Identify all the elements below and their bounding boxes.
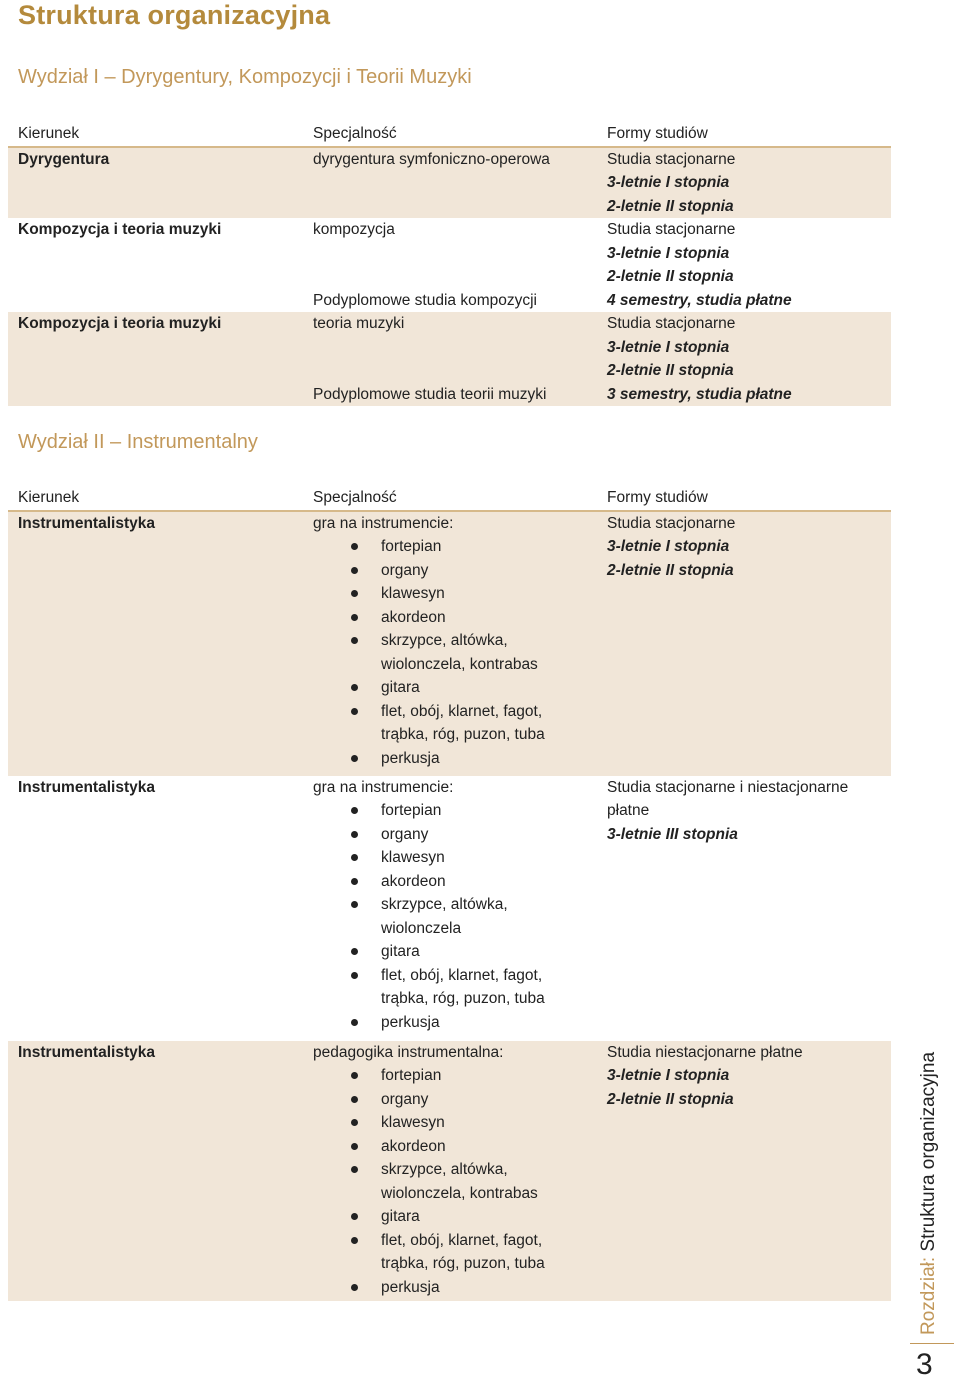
stopien-label: 3-letnie I stopnia	[607, 244, 730, 262]
kierunek-cell: Dyrygentura	[8, 147, 303, 219]
header-kierunek: Kierunek	[8, 485, 303, 511]
table-wydzial-2	[8, 485, 891, 1301]
list-item: akordeon	[313, 1135, 587, 1159]
list-item: perkusja	[313, 1276, 587, 1300]
forma-cell	[597, 1041, 891, 1301]
forma-cell	[597, 312, 891, 406]
kierunek-cell: Kompozycja i teoria muzyki	[18, 221, 222, 238]
table-row	[8, 1041, 891, 1301]
kierunek-cell: Kompozycja i teoria muzyki	[8, 312, 303, 406]
table-header-row	[8, 485, 891, 511]
list-item: organy	[313, 559, 587, 583]
stopien-label: 2-letnie II stopnia	[607, 362, 734, 379]
specjalnosc-label: gra na instrumencie:	[313, 778, 454, 796]
stopien-label: 2-letnie II stopnia	[607, 268, 734, 285]
forma-label: Studia stacjonarne	[607, 514, 736, 532]
list-item: akordeon	[313, 606, 587, 630]
list-item: flet, obój, klarnet, fagot, trąbka, róg, puzon, tuba	[313, 1229, 587, 1276]
list-item: organy	[313, 1088, 587, 1112]
specjalnosc-cell	[303, 776, 597, 1041]
list-item: fortepian	[313, 799, 587, 823]
header-specjalnosc: Specjalność	[303, 121, 597, 147]
list-item: fortepian	[313, 1064, 587, 1088]
forma-cell	[597, 218, 891, 312]
podyplomowe-label: Podyplomowe studia kompozycji	[313, 291, 537, 309]
specjalnosc-label: teoria muzyki	[313, 315, 405, 332]
stopien-label: 2-letnie II stopnia	[607, 197, 734, 215]
podyplomowe-forma: 3 semestry, studia płatne	[607, 385, 792, 403]
header-formy: Formy studiów	[597, 485, 891, 511]
kierunek-cell: Instrumentalistyka	[8, 511, 303, 776]
list-item: perkusja	[313, 747, 587, 771]
kierunek-cell: Instrumentalistyka	[18, 778, 155, 796]
forma-label: Studia stacjonarne i niestacjonarne płatne	[607, 778, 849, 819]
chapter-label: Rozdział:	[918, 1256, 939, 1335]
list-item: flet, obój, klarnet, fagot, trąbka, róg, puzon, tuba	[313, 700, 587, 747]
forma-label: Studia stacjonarne	[607, 315, 736, 332]
forma-cell	[597, 147, 891, 219]
specjalnosc-label: pedagogika instrumentalna:	[313, 1043, 504, 1061]
forma-label: Studia stacjonarne	[607, 150, 736, 168]
header-specjalnosc: Specjalność	[303, 485, 597, 511]
table-wydzial-1	[8, 121, 891, 406]
list-item: klawesyn	[313, 1111, 587, 1135]
list-item: skrzypce, altówka, wiolonczela, kontrabas	[313, 629, 587, 676]
table-row	[8, 511, 891, 776]
page-number: 3	[916, 1348, 933, 1381]
specjalnosc-cell: dyrygentura symfoniczno-operowa	[303, 147, 597, 219]
list-item: gitara	[313, 1205, 587, 1229]
section-title-wydzial-1: Wydział I – Dyrygentury, Kompozycji i Teorii Muzyki	[18, 66, 472, 88]
chapter-name: Struktura organizacyjna	[918, 1051, 939, 1252]
stopien-label: 3-letnie I stopnia	[607, 338, 730, 356]
kierunek-cell: Instrumentalistyka	[8, 1041, 303, 1301]
stopien-label: 2-letnie II stopnia	[607, 561, 734, 579]
list-item: klawesyn	[313, 846, 587, 870]
list-item: organy	[313, 823, 587, 847]
list-item: gitara	[313, 940, 587, 964]
specjalnosc-label: kompozycja	[313, 221, 395, 238]
list-item: flet, obój, klarnet, fagot, trąbka, róg, puzon, tuba	[313, 964, 587, 1011]
list-item: akordeon	[313, 870, 587, 894]
table-row	[8, 218, 891, 312]
header-formy: Formy studiów	[597, 121, 891, 147]
table-row	[8, 147, 891, 219]
section-title-wydzial-2: Wydział II – Instrumentalny	[18, 431, 258, 453]
list-item: skrzypce, altówka, wiolonczela, kontrabas	[313, 1158, 587, 1205]
stopien-label: 3-letnie I stopnia	[607, 1067, 730, 1084]
podyplomowe-label: Podyplomowe studia teorii muzyki	[313, 385, 547, 403]
stopien-label: 2-letnie II stopnia	[607, 1090, 734, 1108]
list-item: fortepian	[313, 535, 587, 559]
specjalnosc-cell	[303, 312, 597, 406]
forma-cell	[597, 776, 891, 1041]
instrument-list	[313, 1064, 587, 1299]
page-title: Struktura organizacyjna	[18, 0, 331, 30]
forma-cell	[597, 511, 891, 776]
stopien-label: 3-letnie I stopnia	[607, 538, 730, 555]
forma-label: Studia stacjonarne	[607, 221, 736, 238]
instrument-list	[313, 535, 587, 770]
podyplomowe-forma: 4 semestry, studia płatne	[607, 291, 792, 309]
instrument-list	[313, 799, 587, 1034]
stopien-label: 3-letnie III stopnia	[607, 825, 738, 843]
table-row	[8, 312, 891, 406]
list-item: perkusja	[313, 1011, 587, 1035]
sidebar-divider	[910, 1343, 954, 1344]
list-item: klawesyn	[313, 582, 587, 606]
header-kierunek: Kierunek	[8, 121, 303, 147]
specjalnosc-cell	[303, 1041, 597, 1301]
list-item: skrzypce, altówka, wiolonczela	[313, 893, 587, 940]
stopien-label: 3-letnie I stopnia	[607, 174, 730, 191]
specjalnosc-cell	[303, 218, 597, 312]
specjalnosc-label: gra na instrumencie:	[313, 514, 454, 532]
table-row	[8, 776, 891, 1041]
forma-label: Studia niestacjonarne płatne	[607, 1043, 803, 1061]
chapter-sidebar	[918, 1052, 940, 1335]
specjalnosc-cell	[303, 511, 597, 776]
list-item: gitara	[313, 676, 587, 700]
table-header-row	[8, 121, 891, 147]
